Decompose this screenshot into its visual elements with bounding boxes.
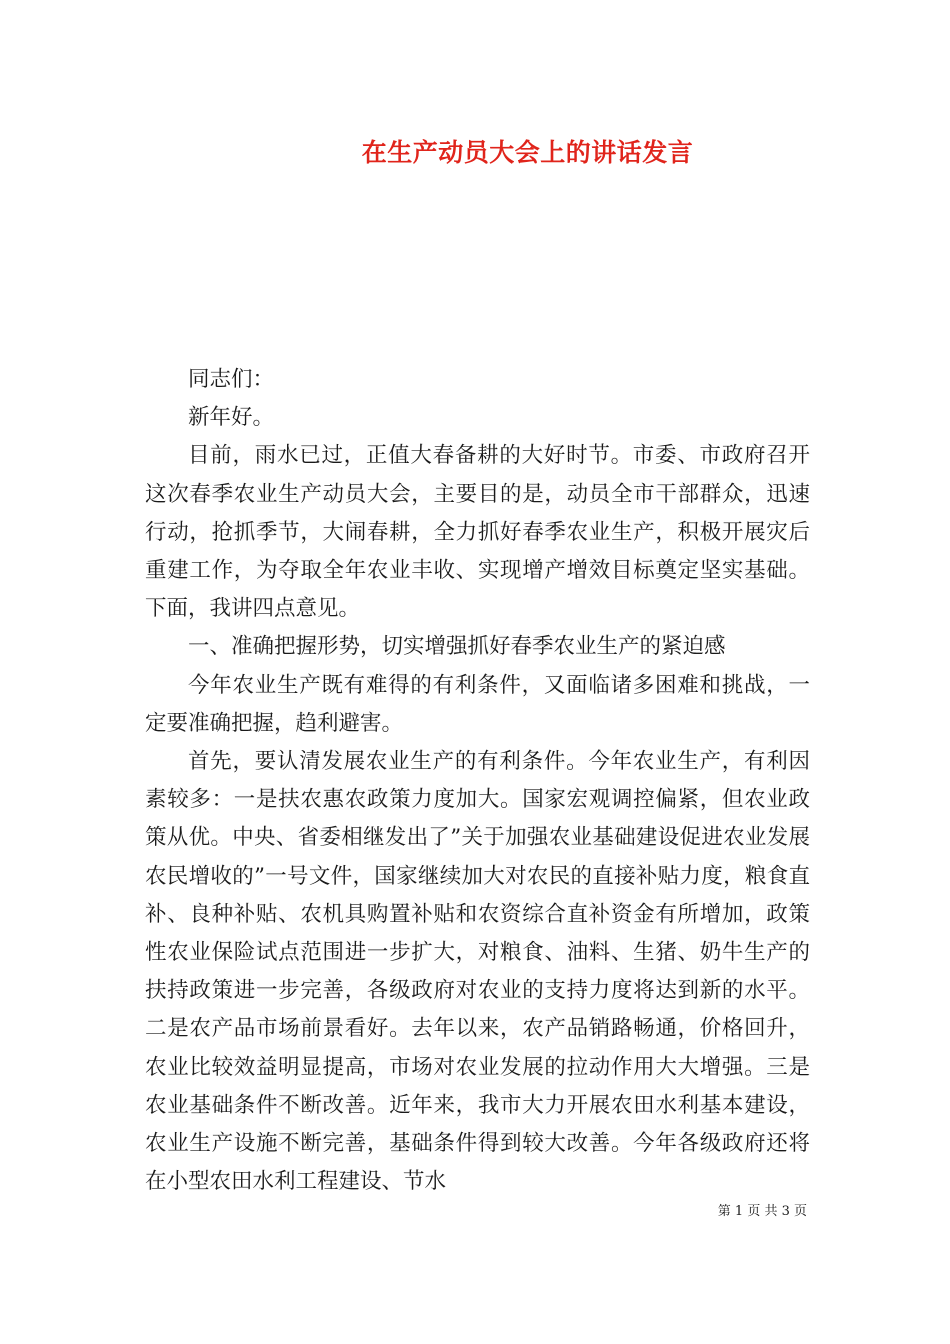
body-paragraph: 首先，要认清发展农业生产的有利条件。今年农业生产，有利因素较多：一是扶农惠农政策力度加大。国家宏观调控偏紧，但农业政策从优。中央、省委相继发出了”关于加强农业基础建设促进农业发展农民增收的”一号文件，国家继续加大对农民的直接补贴力度，粮食直补、良种补贴、农机具购置补贴和农资综合直补资金有所增加，政策性农业保险试点范围进一步扩大，对粮食、油料、生猪、奶牛生产的扶持政策进一步完善，各级政府对农业的支持力度将达到新的水平。二是农产品市场前景看好。去年以来，农产品销路畅通，价格回升，农业比较效益明显提高，市场对农业发展的拉动作用大大增强。三是农业基础条件不断改善。近年来，我市大力开展农田水利基本建设，农业生产设施不断完善，基础条件得到较大改善。今年各级政府还将在小型农田水利工程建设、节水 (145, 749, 810, 1195)
greeting-paragraph: 新年好。 (188, 405, 275, 431)
section-heading-1: 一、准确把握形势，切实增强抓好春季农业生产的紧迫感 (188, 634, 726, 660)
page-footer: 第 1 页 共 3 页 (717, 1204, 807, 1219)
document-body (145, 361, 810, 1201)
intro-paragraph: 目前，雨水已过，正值大春备耕的大好时节。市委、市政府召开这次春季农业生产动员大会，主要目的是，动员全市干部群众，迅速行动，抢抓季节，大闹春耕，全力抓好春季农业生产，积极开展灾后重建工作，为夺取全年农业丰收、实现增产增效目标奠定坚实基础。下面，我讲四点意见。 (145, 443, 810, 622)
body-paragraph: 今年农业生产既有难得的有利条件，又面临诸多困难和挑战，一定要准确把握，趋利避害。 (145, 672, 810, 736)
document-title: 在生产动员大会上的讲话发言 (361, 138, 694, 167)
salutation-paragraph: 同志们： (188, 367, 275, 392)
